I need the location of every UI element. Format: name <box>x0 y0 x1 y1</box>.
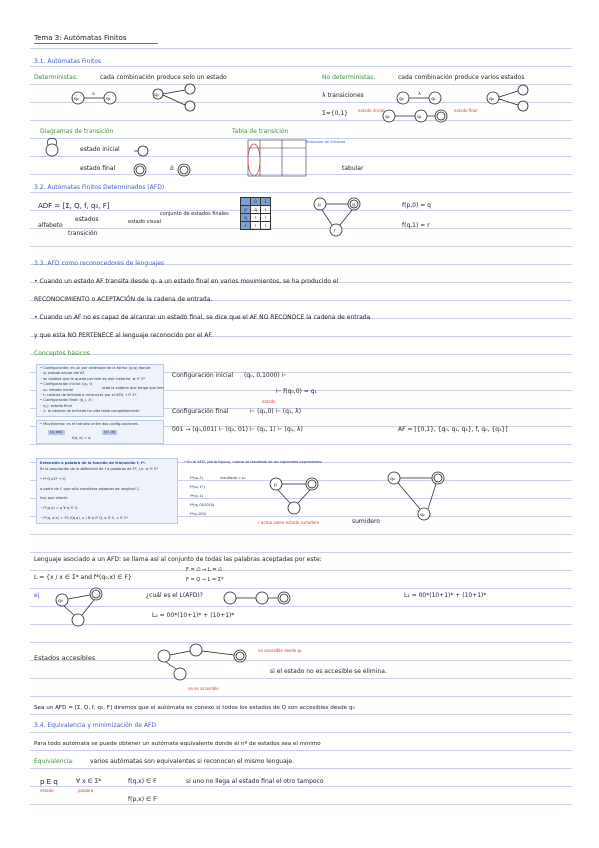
self-loop-diagram <box>40 138 70 158</box>
rule-line <box>30 120 572 121</box>
svg-text:q₀: q₀ <box>58 599 63 604</box>
rule-line <box>30 678 572 679</box>
box-line: f*(q₀,λ) <box>190 476 203 480</box>
conceptos-heading: Conceptos básicos <box>34 350 90 357</box>
nodet-text: cada combinación produce varios estados <box>398 74 525 81</box>
l1-formula: L₁ = 00*(10+1)* + (10+1)* <box>404 592 487 599</box>
page-title: Tema 3: Autómatas Finitos <box>34 34 127 42</box>
movimiento-title: • Movimiento: es el tránsito entre dos configuraciones. <box>40 422 139 426</box>
movimiento-c: f(q, a) = q' <box>72 436 92 440</box>
nodet-label: No deterministas: <box>322 74 376 81</box>
estado-final-label: estado final <box>80 165 116 172</box>
sigma-text: Σ={0,1} <box>322 110 348 117</box>
box-line: • Configuración inicial: (q₀, t) <box>40 382 93 387</box>
accesibles-diagram <box>150 642 250 682</box>
sumidero-diagram <box>380 462 460 524</box>
rule-line <box>30 750 572 751</box>
svg-text:λ: λ <box>418 92 421 97</box>
sumidero-label: sumidero <box>352 518 380 525</box>
initial-state-icon <box>134 144 154 158</box>
lenguaje-case-2: F = Q ⇒ L = Σ* <box>186 577 224 583</box>
box-line: ◦ t: cadena de entrada a reconocer por el AFD, t ∈ Σ* <box>40 393 137 397</box>
ej-diagram <box>46 586 136 626</box>
estado-visual-note: estado visual <box>128 219 162 225</box>
box-line: hay que añadir: <box>40 496 69 501</box>
f-b-formula: f(p,x) ∈ F <box>128 796 157 803</box>
movimiento-a: (q, aw) <box>50 430 63 434</box>
box-line: • f*:Q×Σ* → Q <box>40 476 66 481</box>
palabra-word: palabra <box>78 788 94 793</box>
section-3-2-heading: 3.2. Autómatas Finitos Determinados (AFD) <box>34 184 165 191</box>
rule-line <box>30 84 572 85</box>
svg-text:q₀: q₀ <box>399 97 404 102</box>
afd-diagram <box>300 192 380 242</box>
r-note: r actúa como estado sumidero <box>258 520 320 525</box>
config-final-label: Configuración final <box>172 408 229 415</box>
rule-line <box>30 66 572 67</box>
svg-text:q₂: q₂ <box>420 513 425 518</box>
exercise-note: resultado = p₀ <box>220 476 246 480</box>
svg-text:q₀: q₀ <box>385 115 390 120</box>
equiv-label: Equivalencia: <box>34 758 75 765</box>
no-accesible-note-1: no accesible desde q₀ <box>258 648 302 653</box>
lenguaje-definition: L = {x / x ∈ Σ* and f*(q₀,x) ∈ F} <box>34 574 132 581</box>
det-diagram <box>68 86 198 116</box>
movimiento-b: (q', w) <box>104 430 116 434</box>
ej-diagram-2 <box>218 586 294 612</box>
section-3-3-heading: 3.3. AFD como reconocedores de lenguajes <box>34 260 165 267</box>
conjunto-finales-note: conjunto de estados finales <box>160 211 229 217</box>
rule-line <box>30 246 572 247</box>
alfabeto-note: alfabeto <box>38 222 63 229</box>
rule-line <box>30 444 572 445</box>
estado-inicial-note: estado inicial <box>358 108 385 113</box>
box-line: ◦ q: estado actual del AF <box>40 371 85 376</box>
rule-line <box>30 696 572 697</box>
section-3-1-heading: 3.1. Autómatas Finitos <box>34 58 102 65</box>
estado-final-note: estado final <box>454 108 478 113</box>
box-line: Es la ampliación de la definición de f a palabras de Σ*, i.e. w ∈ Σ* <box>40 467 159 471</box>
accesibles-heading: Estados accesibles <box>34 654 96 662</box>
exercise-diagram <box>262 472 332 520</box>
svg-text:a: a <box>92 92 95 97</box>
box-line: • Configuración final: (q_i, λ) <box>40 398 92 403</box>
rule-line <box>30 354 572 355</box>
box-line: • Configuración: es un par ordenado de la forma (q,w) donde: <box>40 366 152 370</box>
tabla-heading: Tabla de transición <box>232 128 289 135</box>
estado-note: estado <box>262 399 276 404</box>
tabular-label: tabular <box>342 165 364 172</box>
diag-heading: Diagramas de transición <box>40 128 114 135</box>
estado-inicial-label: estado inicial <box>80 146 120 153</box>
rule-line <box>30 534 572 535</box>
af-definition: AF = [{0,1}, {q₀, q₁, q₂}, f, q₀, {q₁}] <box>398 426 508 433</box>
p1b-text: RECONOCIMIENTO o ACEPTACIÓN de la cadena de entrada. <box>34 296 213 303</box>
config-f-value: ⊢ f(q₀,0) = q₁ <box>276 388 317 395</box>
ej-label: ej <box>34 592 40 599</box>
box-line: f*(q₁,1) <box>190 494 204 498</box>
f-a-formula: f(q,x) ∈ F <box>128 778 157 785</box>
transition-table-sketch <box>238 138 308 178</box>
det-text: cada combinación produce solo un estado <box>100 74 227 81</box>
config-inicial-label: Configuración inicial <box>172 372 233 379</box>
simbolos-entrada-note: Símbolos de Entrada <box>306 139 346 144</box>
estado-word: estado <box>40 788 54 793</box>
svg-text:q₁: q₁ <box>106 97 111 102</box>
svg-text:p: p <box>274 483 277 488</box>
f2-formula: f(q,1) = r <box>402 222 430 229</box>
final-state-icons <box>132 162 192 178</box>
box-line: a partir de f, que sólo considera palabras de longitud 1, <box>40 486 141 491</box>
svg-text:q₁: q₁ <box>431 97 436 102</box>
equiv-text: varios autómatas son equivalentes si reconocen el mismo lenguaje. <box>90 758 295 765</box>
box-line: ◦ q_i: estado final <box>40 403 72 408</box>
o-label: ó <box>170 165 174 172</box>
conexo-text: Sea un AFD = [Σ, Q, f, q₀, F] diremos que el autómata es conexo si todos los estados de Q son accesibles desde q₀ <box>34 705 355 711</box>
extension-title: Extensión a palabra de la función de transición f, f*: <box>40 461 146 465</box>
lenguaje-case-1: F = ∅ ⇒ L = ∅ <box>186 567 223 573</box>
f1-formula: f(p,0) = q <box>402 202 431 209</box>
svg-text:p: p <box>318 203 321 208</box>
p1-text: • Cuando un estado AF transita desde q₀ a un estado final en varios movimientos, se ha producido el <box>34 278 339 285</box>
box-line: ◦ f*(q, a·x) = f*( f(q,a), x ) ∀ q ∈ Q, a ∈ Σ, x ∈ Σ* <box>40 516 129 520</box>
rule-line <box>30 732 572 733</box>
forall-label: ∀ x ∈ Σ* <box>76 778 102 785</box>
exercise-title: • En el AFD, (de la figura), indicar el resultado de las siguientes expresiones: <box>184 460 323 464</box>
svg-text:q₀: q₀ <box>154 93 159 98</box>
box-line: ◦ q₀: estado inicial <box>40 387 74 392</box>
lenguaje-text: Lenguaje asociado a un AFD: se llama así al conjunto de todas las palabras aceptadas por este: <box>34 556 322 563</box>
rule-line <box>30 714 572 715</box>
svg-text:q₁: q₁ <box>417 115 422 120</box>
box-line: ◦ w: cadena que le queda por leer en ese instante, w ∈ Σ* <box>40 376 145 381</box>
estados-note: estados <box>75 216 99 223</box>
config-box-note: toda la cadena que tengo que leer <box>102 386 165 390</box>
trace-text: 001 → (q₀,001) ⊢ (q₀, 01) ⊢ (q₁, 1) ⊢ (q₁, λ) <box>172 426 303 433</box>
svg-text:q₀: q₀ <box>74 97 79 102</box>
min-text: Para todo autómata se puede obtener un autómata equivalente donde el nº de estados sea el mínimo <box>34 741 321 747</box>
p2-text: • Cuando un AF no es capaz de alcanzar un estado final, se dice que el AF NO RECONOCE la cadena de entrada <box>34 314 371 321</box>
rule-line <box>30 786 572 787</box>
svg-text:r: r <box>334 229 336 234</box>
adf-definition: ADF = [Σ, Q, f, q₀, F] <box>38 202 110 210</box>
peq-label: p E q <box>40 778 58 786</box>
si-uno-text: si uno no llega al estado final el otro tampoco <box>186 778 324 785</box>
p2b-text: y que esta NO PERTENECE al lenguaje reconocido por el AF. <box>34 332 213 339</box>
no-accesible-note-2: no es accesible <box>188 686 219 691</box>
l2-formula: L₂ = 00*(10+1)* + (10+1)* <box>152 612 235 619</box>
box-line: ◦ λ: la cadena de entrada ha sido leída completamente <box>40 409 140 414</box>
transicion-note: transición <box>68 230 98 237</box>
rule-line <box>30 642 572 643</box>
title-underline <box>34 43 158 44</box>
config-inicial-value: (q₀, 0,1000) ⊢ <box>244 372 287 379</box>
rule-line <box>30 552 572 553</box>
svg-text:q: q <box>352 203 355 208</box>
box-line: ◦ f*(q,λ) = q ∀ q ∈ Q <box>40 506 78 511</box>
accesibles-text: si el estado no es accesible se elimina. <box>270 668 387 675</box>
lambda-text: λ transiciones <box>322 92 364 99</box>
rule-line <box>30 804 572 805</box>
sigma-diagram <box>375 104 455 132</box>
det-label: Deterministas: <box>34 74 79 81</box>
config-final-value: ⊢ (q₁,0) ⊢ (q₁, λ) <box>250 408 302 415</box>
rule-line <box>30 48 572 49</box>
section-3-4-heading: 3.4. Equivalencia y minimización de AFD <box>34 722 157 729</box>
rule-line <box>30 768 572 769</box>
svg-text:q₀: q₀ <box>489 97 494 102</box>
rule-line <box>30 660 572 661</box>
rule-line <box>30 570 572 571</box>
box-line: f*(p,100) <box>190 512 207 516</box>
afd-table: 0 1 p q r q r r r r r <box>240 197 271 230</box>
box-line: f*(q₁,1*) <box>190 485 205 489</box>
box-line: f*(q₀,001010) <box>190 503 215 507</box>
ej-question: ¿cuál es el L(AFD)? <box>146 592 203 599</box>
svg-text:q₀: q₀ <box>390 477 395 482</box>
